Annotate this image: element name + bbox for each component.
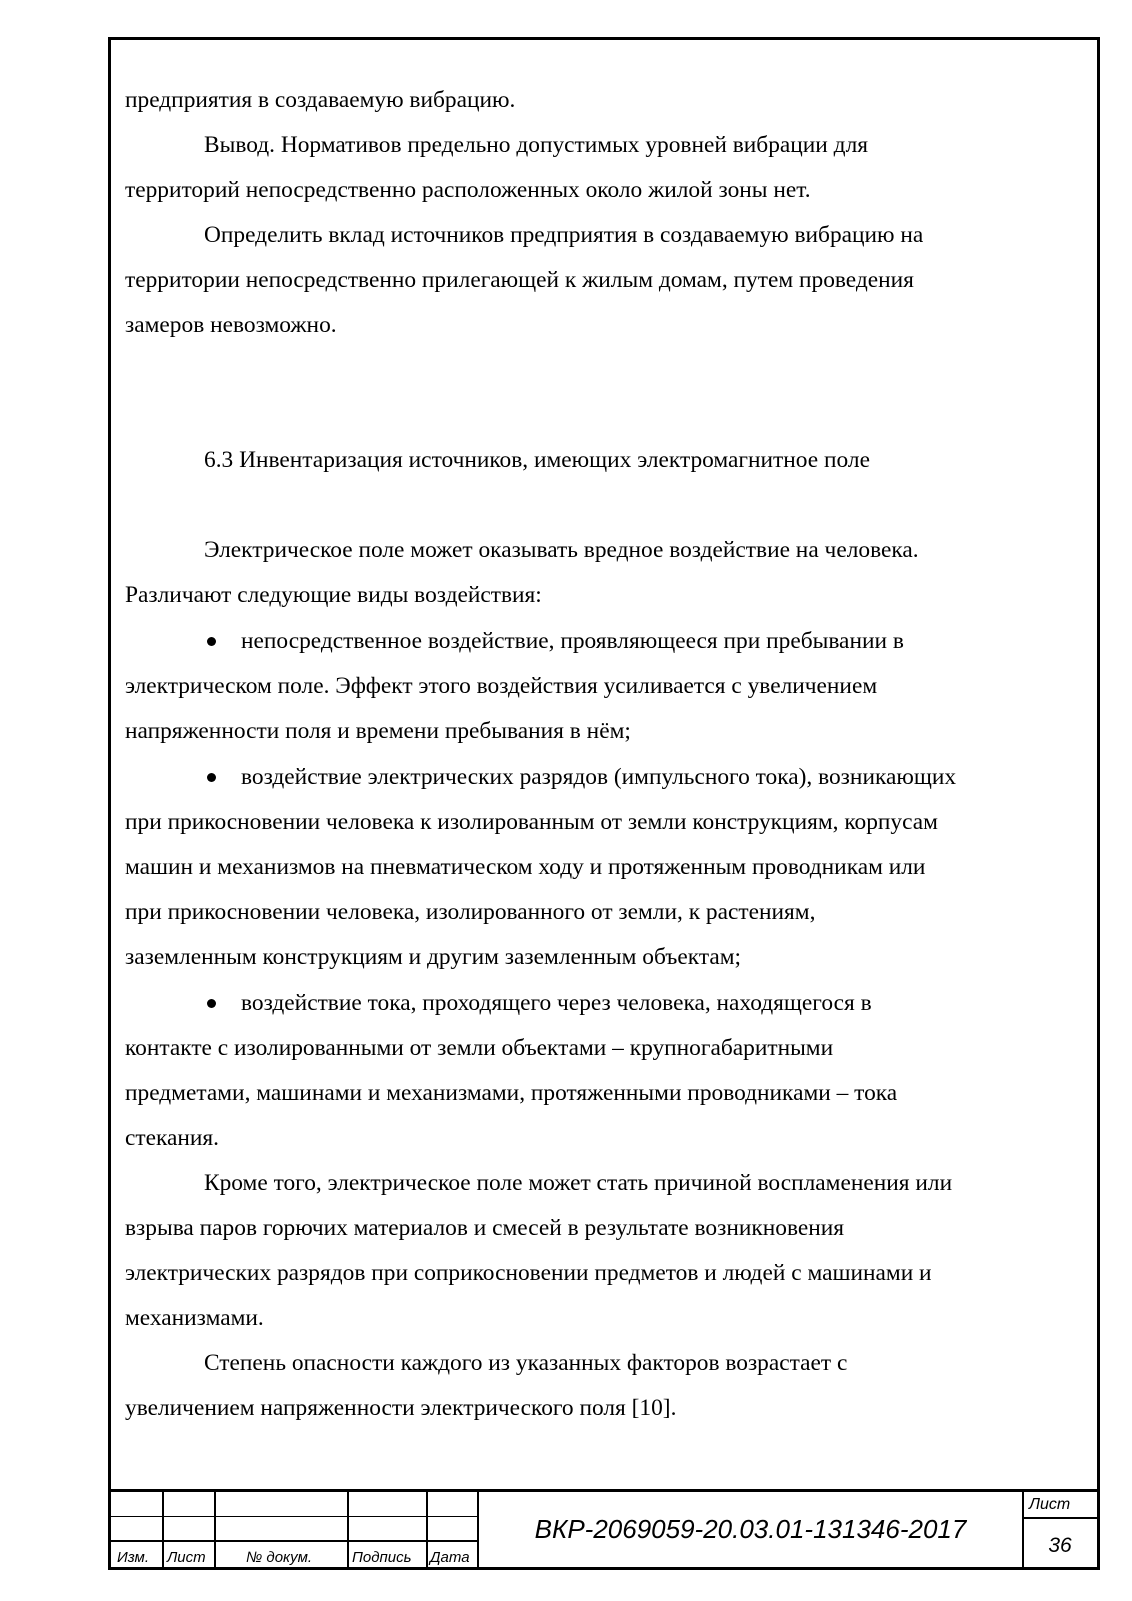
text-line: территории непосредственно прилегающей к жилым домам, путем проведения [125, 267, 914, 293]
stamp-row-line [1023, 1517, 1097, 1519]
bullet-icon [207, 637, 216, 646]
bullet-icon [207, 773, 216, 782]
text-line: предприятия в создаваемую вибрацию. [125, 87, 516, 113]
text-line: взрыва паров горючих материалов и смесей в результате возникновения [125, 1215, 845, 1241]
page-frame [108, 37, 1100, 1570]
stamp-caption-list: Лист [167, 1549, 206, 1566]
stamp-divider [347, 1492, 349, 1570]
text-line: стекания. [125, 1125, 220, 1151]
text-line: Электрическое поле может оказывать вредное воздействие на человека. [204, 537, 919, 563]
text-line: напряженности поля и времени пребывания в нём; [125, 718, 631, 744]
sheet-number: 36 [1048, 1534, 1072, 1557]
document-number: ВКР-2069059-20.03.01-131346-2017 [534, 1514, 967, 1544]
text-line: электрическом поле. Эффект этого воздействия усиливается с увеличением [125, 673, 878, 699]
text-line: заземленным конструкциям и другим заземленным объектам; [125, 944, 742, 970]
text-line: увеличением напряженности электрического поля [10]. [125, 1395, 677, 1421]
list-item-text: воздействие тока, проходящего через человека, находящегося в [241, 990, 872, 1016]
sheet-label: Лист [1029, 1496, 1071, 1513]
text-line: при прикосновении человека, изолированного от земли, к растениям, [125, 899, 816, 925]
stamp-divider [162, 1492, 164, 1570]
stamp-caption-data: Дата [430, 1549, 470, 1566]
stamp-row-line [111, 1540, 478, 1542]
text-line: Различают следующие виды воздействия: [125, 582, 542, 608]
stamp-row-line [111, 1516, 478, 1517]
text-line: механизмами. [125, 1305, 264, 1331]
text-line: машин и механизмов на пневматическом ходу и протяженным проводникам или [125, 854, 926, 880]
text-line: предметами, машинами и механизмами, протяженными проводниками – тока [125, 1080, 898, 1106]
text-line: при прикосновении человека к изолированным от земли конструкциям, корпусам [125, 809, 938, 835]
stamp-caption-podpis: Подпись [352, 1549, 412, 1566]
text-line: замеров невозможно. [125, 312, 337, 338]
list-item-text: воздействие электрических разрядов (импульсного тока), возникающих [241, 764, 957, 790]
list-item-text: непосредственное воздействие, проявляющееся при пребывании в [241, 628, 904, 654]
text-line: Степень опасности каждого из указанных факторов возрастает с [204, 1350, 848, 1376]
bullet-icon [207, 999, 216, 1008]
text-line: Вывод. Нормативов предельно допустимых уровней вибрации для [204, 132, 869, 158]
section-heading: 6.3 Инвентаризация источников, имеющих электромагнитное поле [204, 447, 870, 473]
text-line: Определить вклад источников предприятия в создаваемую вибрацию на [204, 222, 924, 248]
text-line: Кроме того, электрическое поле может стать причиной воспламенения или [204, 1170, 953, 1196]
text-line: территорий непосредственно расположенных около жилой зоны нет. [125, 177, 811, 203]
title-block [111, 1489, 1097, 1570]
stamp-divider [426, 1492, 428, 1570]
text-line: контакте с изолированными от земли объектами – крупногабаритными [125, 1035, 834, 1061]
text-line: электрических разрядов при соприкосновении предметов и людей с машинами и [125, 1260, 932, 1286]
stamp-divider [214, 1492, 216, 1570]
stamp-caption-izm: Изм. [117, 1549, 149, 1566]
stamp-caption-nodoc: № докум. [246, 1549, 313, 1566]
